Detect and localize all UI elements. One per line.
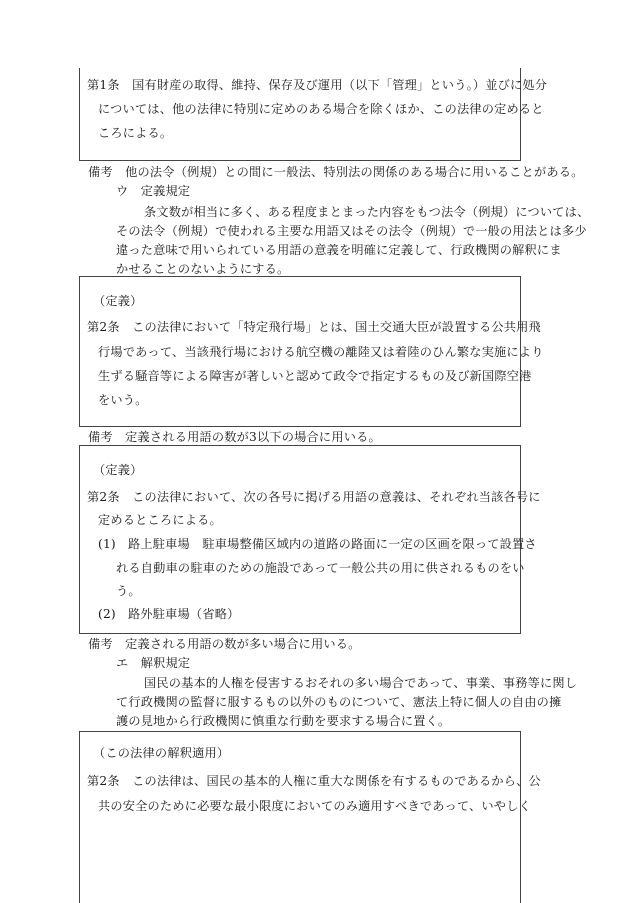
definition-2-line-2: 定めるところによる。 [98,513,222,527]
item-2-number: (2) [98,607,116,621]
section-e-line-3: 護の見地から行政機関に慎重な行動を要求する場合に置く。 [116,714,451,728]
section-u-line-1: 条文数が相当に多く、ある程度まとまった内容をもつ法令（例規）については、 [144,205,590,219]
note-general-special: 備考 他の法令（例規）との間に一般法、特別法の関係のある場合に用いることがある。 [88,165,584,179]
article1-line-3: ころによる。 [98,126,173,140]
definition-1-caption: （定義） [93,294,143,308]
definition-2-caption: （定義） [93,463,143,477]
section-u-line-3: 違った意味で用いられている用語の意義を明確に定義して、行政機関の解釈にま [116,243,562,257]
item-1-line-3: う。 [116,584,141,598]
definition-1-line-2: 行場であって、当該飛行場における航空機の離陸又は着陸のひん繁な実施により [98,345,544,359]
interpretation-line-2: 共の安全のために必要な最小限度においてのみ適用すべきであって、いやしく [98,799,531,813]
section-e-line-1: 国民の基本的人権を侵害するおそれの多い場合であって、事業、事務等に関し [144,676,578,690]
note-few-terms: 備考 定義される用語の数が3以下の場合に用いる。 [88,430,381,444]
item-1-number: (1) [98,537,116,551]
definition-1-line-3: 生ずる騒音等による障害が著しいと認めて政令で指定するもの及び新国際空港 [98,369,532,383]
definition-1-line-4: をいう。 [98,393,148,407]
item-1-line-2: れる自動車の駐車のための施設であって一般公共の用に供されるものをい [116,561,525,575]
item-2-text: 路外駐車場（省略） [128,607,240,621]
article1-line-2: については、他の法律に特別に定めのある場合を除くほか、この法律の定めると [98,102,544,116]
section-u-line-4: かせることのないようにする。 [116,262,290,276]
note-many-terms: 備考 定義される用語の数が多い場合に用いる。 [88,637,361,651]
section-e-line-2: て行政機関の監督に服するもの以外のものについて、憲法上特に個人の自由の擁 [116,695,562,709]
section-u-line-2: その法令（例規）で使われる主要な用語又はその法令（例規）で一般の用法とは多少 [116,224,587,238]
interpretation-caption: （この法律の解釈適用） [93,746,230,760]
section-e-heading: エ 解釈規定 [116,656,191,670]
definition-1-line-1: 第2条 この法律において「特定飛行場」とは、国土交通大臣が設置する公共用飛 [87,320,541,334]
interpretation-line-1: 第2条 この法律は、国民の基本的人権に重大な関係を有するものであるから、公 [87,774,541,788]
item-1-line-1: 路上駐車場 駐車場整備区域内の道路の路面に一定の区画を限って設置さ [128,537,537,551]
definition-2-line-1: 第2条 この法律において、次の各号に掲げる用語の意義は、それぞれ当該各号に [87,490,541,504]
section-u-heading: ウ 定義規定 [116,184,191,198]
article1-line-1: 第1条 国有財産の取得、維持、保存及び運用（以下「管理」という。）並びに処分 [87,78,548,92]
